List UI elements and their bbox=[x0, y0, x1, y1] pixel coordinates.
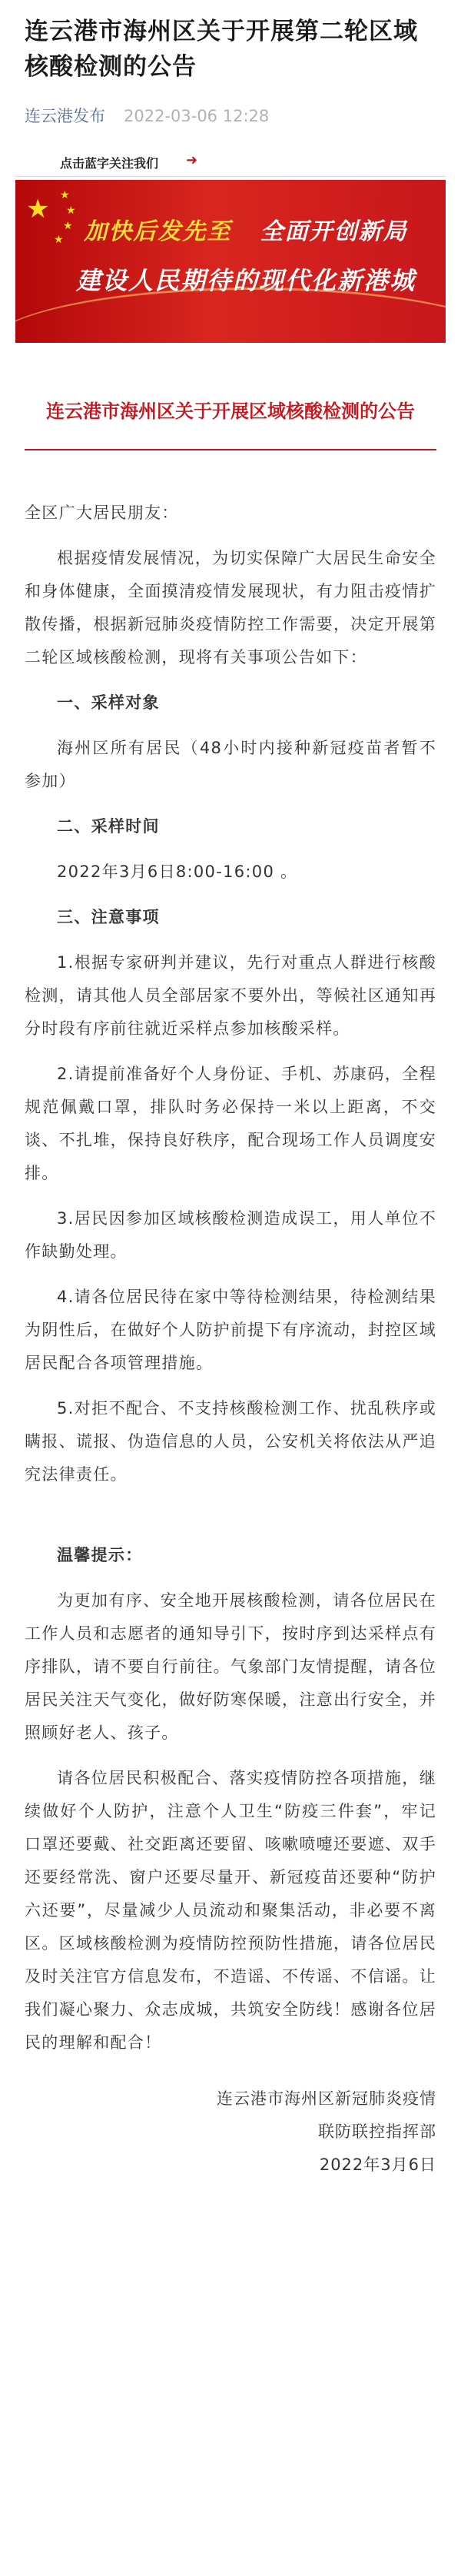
banner-slogan-line1: 加快后发先至 全面开创新局 bbox=[84, 218, 408, 245]
intro-paragraph: 根据疫情发展情况，为切实保障广大居民生命安全和身体健康，全面摸清疫情发展现状，有力阻击疫情扩散传播，根据新冠肺炎疫情防控工作需要，决定开展第二轮区域核酸检测，现将有关事项公告如下： bbox=[25, 549, 436, 666]
header-banner bbox=[15, 149, 446, 343]
follow-bar[interactable] bbox=[15, 149, 446, 177]
signature-block bbox=[25, 2082, 436, 2182]
article-meta bbox=[0, 85, 461, 128]
star-icon: ★ bbox=[63, 220, 73, 232]
star-icon: ★ bbox=[60, 189, 70, 201]
notice-item-5: 5.对拒不配合、不支持核酸检测工作、扰乱秩序或瞒报、谎报、伪造信息的人员，公安机关将依法从严追究法律责任。 bbox=[25, 1399, 436, 1484]
slogan-banner-image bbox=[15, 180, 446, 343]
article-title: 连云港市海州区关于开展第二轮区域核酸检测的公告 bbox=[25, 18, 418, 81]
banner-slogan-line2: 建设人民期待的现代化新港城 bbox=[75, 266, 416, 295]
section-2-text: 2022年3月6日8:00-16:00 。 bbox=[57, 863, 298, 881]
section-2-heading: 二、采样时间 bbox=[57, 817, 160, 836]
star-icon: ★ bbox=[26, 194, 50, 224]
section-1-heading: 一、采样对象 bbox=[57, 693, 160, 712]
greeting: 全区广大居民朋友： bbox=[25, 504, 179, 522]
pointer-arrow-icon: ➜ bbox=[186, 152, 198, 168]
account-name-link[interactable]: 连云港发布 bbox=[25, 107, 105, 125]
notice-item-1: 1.根据专家研判并建议，先行对重点人群进行核酸检测，请其他人员全部居家不要外出，等候社区通知再分时段有序前往就近采样点参加核酸采样。 bbox=[25, 953, 436, 1038]
signature-org-line2: 联防联控指挥部 bbox=[318, 2122, 436, 2141]
tips-paragraph-2: 请各位居民积极配合、落实疫情防控各项措施，继续做好个人防护，注意个人卫生“防疫三件套”，牢记口罩还要戴、社交距离还要留、咳嗽喷嚏还要遮、双手还要经常洗、窗户还要尽量开、新冠疫苗还要种“防护六还要”，尽量减少人员流动和聚集活动，非必要不离区。区域核酸检测为疫情防控预防性措施，请各位居民及时关注官方信息发布，不造谣、不传谣、不信谣。让我们凝心聚力、众志成城，共筑安全防线！感谢各位居民的理解和配合！ bbox=[25, 1769, 436, 2052]
section-1-text: 海州区所有居民（48小时内接种新冠疫苗者暂不参加） bbox=[25, 739, 436, 790]
notice-title: 连云港市海州区关于开展区域核酸检测的公告 bbox=[46, 401, 415, 422]
star-icon: ★ bbox=[66, 204, 76, 217]
tips-paragraph-1: 为更加有序、安全地开展核酸检测，请各位居民在工作人员和志愿者的通知导引下，按时序到达采样点有序排队，请不要自行前往。气象部门友情提醒，请各位居民关注天气变化，做好防寒保暖，注意出行安全，并照顾好老人、孩子。 bbox=[25, 1591, 436, 1742]
signature-org-line1: 连云港市海州区新冠肺炎疫情 bbox=[217, 2089, 436, 2108]
follow-prompt: 点击蓝字关注我们 bbox=[60, 156, 159, 171]
star-icon: ★ bbox=[54, 234, 64, 246]
tips-heading: 温馨提示： bbox=[57, 1546, 143, 1564]
notice-item-3: 3.居民因参加区域核酸检测造成误工，用人单位不作缺勤处理。 bbox=[25, 1209, 436, 1261]
publish-date: 2022-03-06 12:28 bbox=[124, 107, 270, 125]
section-3-heading: 三、注意事项 bbox=[57, 908, 160, 926]
signature-date: 2022年3月6日 bbox=[319, 2156, 436, 2174]
notice-body bbox=[0, 450, 461, 2182]
notice-item-2: 2.请提前准备好个人身份证、手机、苏康码，全程规范佩戴口罩，排队时务必保持一米以上距离，不交谈、不扎堆，保持良好秩序，配合现场工作人员调度安排。 bbox=[25, 1065, 436, 1182]
notice-item-4: 4.请各位居民待在家中等待检测结果，待检测结果为阴性后，在做好个人防护前提下有序流动，封控区域居民配合各项管理措施。 bbox=[25, 1288, 436, 1372]
